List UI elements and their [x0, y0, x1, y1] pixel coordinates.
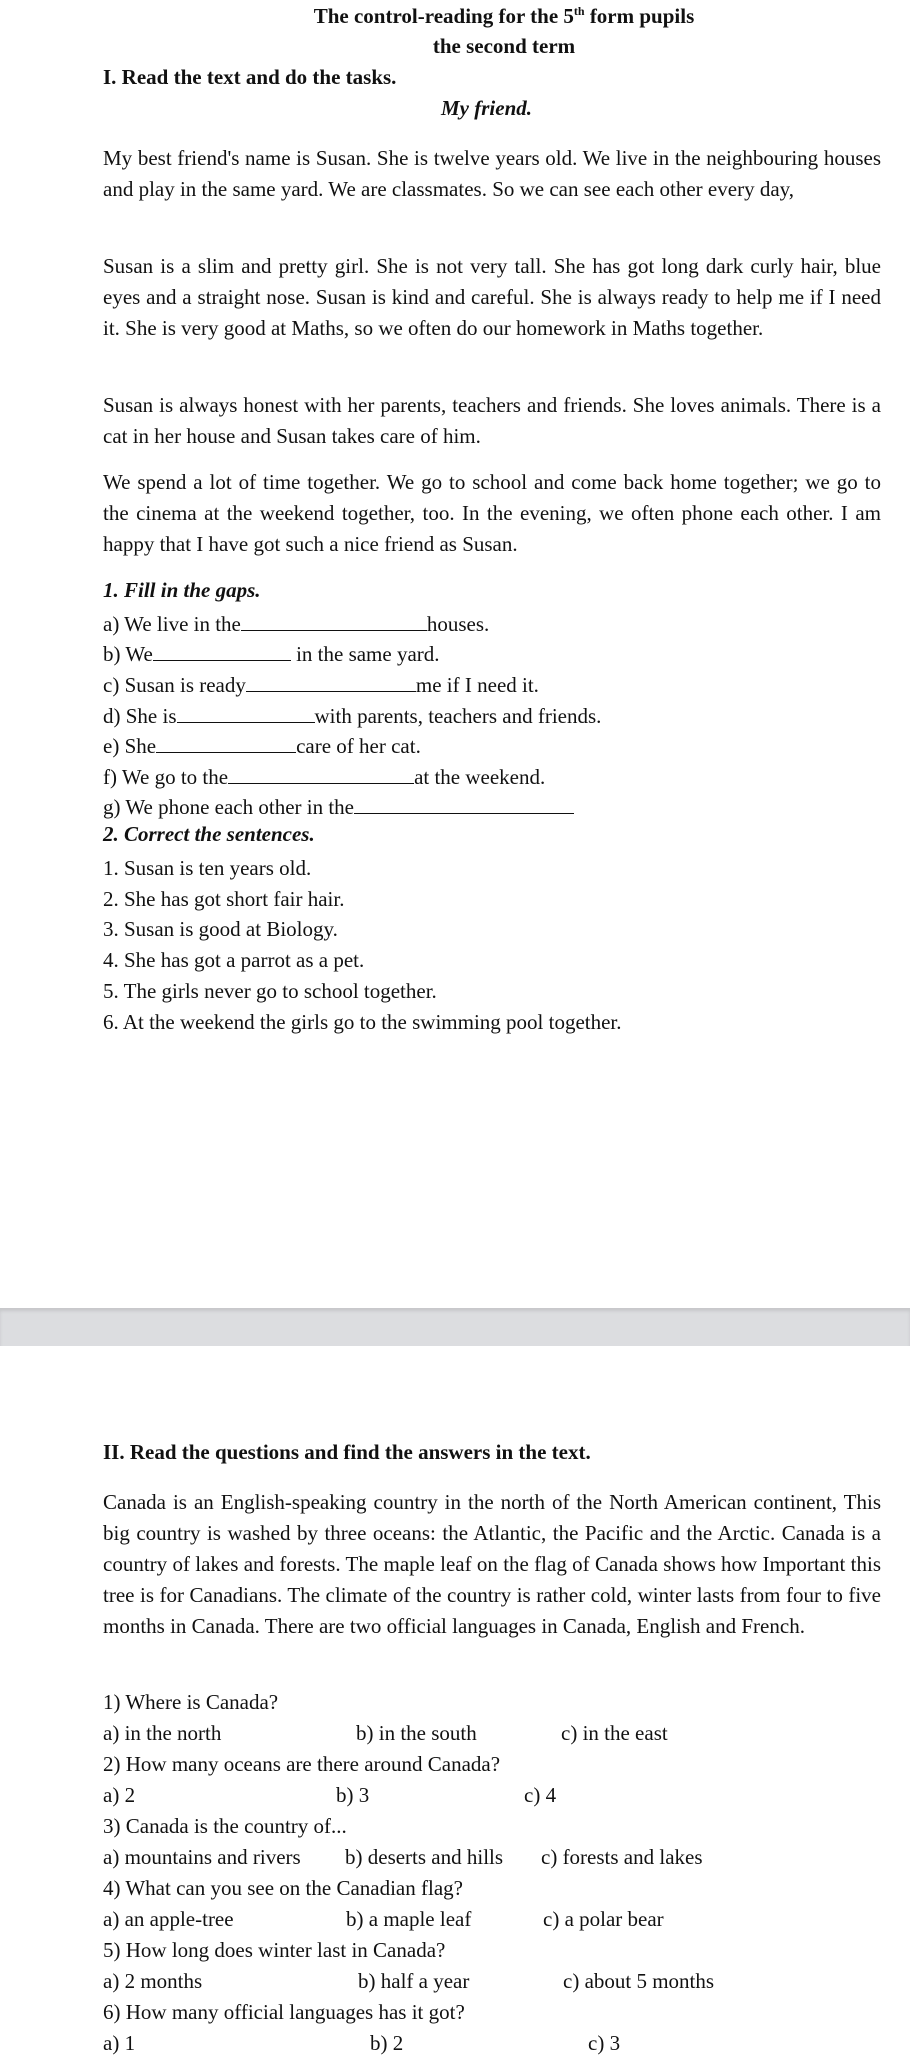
- question-5-option-b: b) half a year: [358, 1969, 470, 1993]
- question-1-option-b: b) in the south: [356, 1721, 477, 1745]
- question-5: 5) How long does winter last in Canada?: [103, 1938, 446, 1962]
- correct-item-6: 6. At the weekend the girls go to the swimming pool together.: [103, 1010, 622, 1034]
- correct-item-4: 4. She has got a parrot as a pet.: [103, 948, 365, 972]
- paragraph-1: My best friend's name is Susan. She is twelve years old. We live in the neighbouring houses and play in the same yard. We are classmates. So we can see each other every day,: [103, 146, 881, 201]
- question-2-option-a: a) 2: [103, 1783, 136, 1807]
- section-2-heading: II. Read the questions and find the answers in the text.: [103, 1440, 591, 1464]
- correct-item-3: 3. Susan is good at Biology.: [103, 917, 338, 941]
- gap-item-a: a) We live in the houses.: [103, 608, 489, 639]
- question-6-option-a: a) 1: [103, 2031, 136, 2055]
- question-4-option-a: a) an apple-tree: [103, 1907, 234, 1931]
- title-prefix: The control-reading for the 5: [313, 4, 574, 28]
- text-title: My friend.: [441, 96, 532, 120]
- question-3-option-c: c) forests and lakes: [541, 1845, 703, 1869]
- document-subtitle: the second term: [432, 34, 576, 58]
- title-superscript: th: [573, 4, 585, 18]
- question-3: 3) Canada is the country of...: [103, 1814, 347, 1838]
- correct-item-5: 5. The girls never go to school together.: [103, 979, 437, 1003]
- correct-item-2: 2. She has got short fair hair.: [103, 887, 345, 911]
- question-6-option-b: b) 2: [370, 2031, 404, 2055]
- section-1-heading: I. Read the text and do the tasks.: [103, 65, 397, 89]
- question-2: 2) How many oceans are there around Canada?: [103, 1752, 501, 1776]
- gap-item-e: e) She care of her cat.: [103, 730, 421, 761]
- title-suffix: form pupils: [584, 4, 695, 28]
- gap-item-g: g) We phone each other in the: [103, 791, 574, 822]
- correct-item-1: 1. Susan is ten years old.: [103, 856, 312, 880]
- question-1-option-c: c) in the east: [561, 1721, 668, 1745]
- paragraph-4: We spend a lot of time together. We go to school and come back home together; we go to the cinema at the weekend together, too. In the evening, we often phone each other. I am happy that I have got such a nice friend as Susan.: [103, 470, 881, 556]
- gap-blank: [177, 700, 315, 723]
- gap-blank: [156, 730, 296, 753]
- gap-blank: [153, 638, 291, 661]
- paragraph-3: Susan is always honest with her parents, teachers and friends. She loves animals. There is a cat in her house and Susan takes care of him.: [103, 393, 881, 448]
- question-4: 4) What can you see on the Canadian flag?: [103, 1876, 463, 1900]
- question-1: 1) Where is Canada?: [103, 1690, 279, 1714]
- question-6-option-c: c) 3: [588, 2031, 621, 2055]
- question-4-option-c: c) a polar bear: [543, 1907, 664, 1931]
- question-2-option-c: c) 4: [524, 1783, 557, 1807]
- task-2-heading: 2. Correct the sentences.: [103, 822, 315, 846]
- task-1-heading: 1. Fill in the gaps.: [103, 578, 261, 602]
- page-2: [0, 1346, 910, 2070]
- gap-blank: [228, 761, 414, 784]
- gap-item-c: c) Susan is ready me if I need it.: [103, 669, 539, 700]
- gap-blank: [246, 669, 416, 692]
- gap-item-f: f) We go to the at the weekend.: [103, 761, 545, 792]
- question-3-option-b: b) deserts and hills: [345, 1845, 504, 1869]
- gap-blank: [241, 608, 427, 631]
- question-3-option-a: a) mountains and rivers: [103, 1845, 301, 1869]
- document-title: [0, 4, 910, 29]
- canada-paragraph: Canada is an English-speaking country in the north of the North American continent, This big country is washed by three oceans: the Atlantic, the Pacific and the Arctic. Canada is a country of lakes and forests. The maple leaf on the flag of Canada shows how Important this tree is for Canadians. The climate of the country is rather cold, winter lasts from four to five months in Canada. There are two official languages in Canada, English and French.: [103, 1490, 881, 1638]
- question-2-option-b: b) 3: [336, 1783, 370, 1807]
- question-1-option-a: a) in the north: [103, 1721, 222, 1745]
- gap-item-b: b) We in the same yard.: [103, 638, 440, 669]
- gap-item-d: d) She is with parents, teachers and friends.: [103, 700, 601, 731]
- question-4-option-b: b) a maple leaf: [346, 1907, 472, 1931]
- paragraph-2: Susan is a slim and pretty girl. She is not very tall. She has got long dark curly hair, blue eyes and a straight nose. Susan is kind and careful. She is always ready to help me if I need it. She is very good at Maths, so we often do our homework in Maths together.: [103, 254, 881, 340]
- question-5-option-c: c) about 5 months: [563, 1969, 715, 1993]
- question-6: 6) How many official languages has it got?: [103, 2000, 465, 2024]
- gap-blank: [354, 791, 574, 814]
- question-5-option-a: a) 2 months: [103, 1969, 203, 1993]
- page-divider: [0, 1308, 910, 1346]
